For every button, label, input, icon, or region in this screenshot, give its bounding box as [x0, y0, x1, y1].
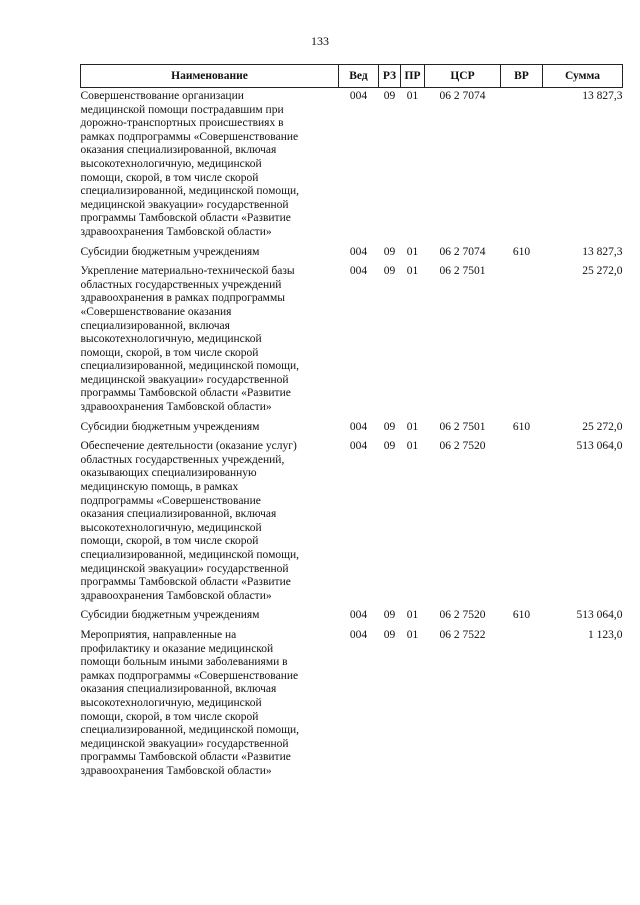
row-name-line: областных государственных учреждений,	[80, 453, 285, 466]
table-row	[81, 627, 623, 782]
row-name-line: специализированной, медицинской помощи,	[80, 724, 299, 737]
row-name-line: помощи больным иными заболеваниями в	[80, 656, 288, 669]
row-rz: 09	[383, 628, 396, 641]
row-vr	[501, 88, 543, 243]
row-ved: 004	[349, 440, 368, 453]
row-name-line: оказания специализированной, включая	[80, 683, 277, 696]
row-name-line: здравоохранения Тамбовской области»	[80, 225, 272, 238]
row-name-line: Субсидии бюджетным учреждениям	[80, 609, 260, 622]
row-vr: 610	[512, 609, 531, 622]
row-name-line: подпрограммы «Совершенствование	[80, 494, 261, 507]
row-name-line: высокотехнологичную, медицинской	[80, 521, 262, 534]
row-pr: 01	[406, 609, 419, 622]
table-row	[81, 606, 623, 627]
row-name	[81, 438, 339, 606]
row-name-line: дорожно-транспортных происшествиях в	[80, 117, 284, 130]
row-name-line: помощи, скорой, в том числе скорой	[80, 171, 259, 184]
row-pr: 01	[406, 90, 419, 102]
row-rz: 09	[383, 420, 396, 433]
row-ved: 004	[349, 420, 368, 433]
header-sum: Сумма	[543, 65, 623, 88]
row-ved: 004	[349, 265, 368, 278]
row-name-line: помощи, скорой, в том числе скорой	[80, 346, 259, 359]
row-name-line: специализированной, включая	[80, 319, 230, 332]
row-rz: 09	[383, 90, 396, 102]
row-rz: 09	[383, 440, 396, 453]
row-name	[81, 263, 339, 418]
row-vr	[501, 438, 543, 606]
row-csr: 06 2 7520	[439, 440, 486, 453]
row-name-line: программы Тамбовской области «Развитие	[80, 751, 291, 764]
row-name-line: высокотехнологичную, медицинской	[80, 696, 262, 709]
row-name-line: помощи, скорой, в том числе скорой	[80, 535, 259, 548]
row-name-line: Совершенствование организации	[80, 90, 244, 102]
budget-table	[80, 64, 623, 782]
row-name-line: оказания специализированной, включая	[80, 508, 277, 521]
row-name	[81, 243, 339, 264]
table-row	[81, 263, 623, 418]
row-sum: 13 827,3	[582, 245, 623, 258]
row-name-line: программы Тамбовской области «Развитие	[80, 387, 291, 400]
row-csr: 06 2 7501	[439, 265, 486, 278]
row-csr: 06 2 7074	[439, 90, 486, 102]
row-name-line: специализированной, медицинской помощи,	[80, 360, 299, 373]
row-pr: 01	[406, 265, 419, 278]
page-number: 133	[311, 34, 329, 48]
row-vr	[501, 627, 543, 782]
row-name-line: программы Тамбовской области «Развитие	[80, 576, 291, 589]
row-name-line: здравоохранения Тамбовской области»	[80, 401, 272, 414]
row-name-line: оказания специализированной, включая	[80, 144, 277, 157]
row-name-line: помощи, скорой, в том числе скорой	[80, 710, 259, 723]
row-ved: 004	[349, 628, 368, 641]
header-name: Наименование	[81, 65, 339, 88]
row-name-line: здравоохранения Тамбовской области»	[80, 764, 272, 777]
row-rz: 09	[383, 609, 396, 622]
row-name-line: рамках подпрограммы «Совершенствование	[80, 669, 299, 682]
row-name-line: рамках подпрограммы «Совершенствование	[80, 130, 299, 143]
row-name-line: медицинской помощи пострадавшим при	[80, 103, 284, 116]
row-name-line: Укрепление материально-технической базы	[80, 265, 295, 278]
row-csr: 06 2 7074	[439, 245, 486, 258]
row-name-line: областных государственных учреждений	[80, 278, 282, 291]
row-vr: 610	[512, 245, 531, 258]
row-name-line: профилактику и оказание медицинской	[80, 642, 274, 655]
row-sum: 25 272,0	[582, 265, 623, 278]
row-name-line: здравоохранения в рамках подпрограммы	[80, 292, 285, 305]
row-name-line: высокотехнологичную, медицинской	[80, 333, 262, 346]
row-name-line: высокотехнологичную, медицинской	[80, 157, 262, 170]
row-ved: 004	[349, 245, 368, 258]
row-name-line: медицинской эвакуации» государственной	[80, 562, 289, 575]
row-name-line: Мероприятия, направленные на	[80, 628, 237, 641]
table-body	[81, 88, 623, 782]
row-rz: 09	[383, 265, 396, 278]
row-name-line: здравоохранения Тамбовской области»	[80, 589, 272, 602]
row-sum: 1 123,0	[588, 628, 623, 641]
row-name-line: Субсидии бюджетным учреждениям	[80, 420, 260, 433]
row-sum: 513 064,0	[576, 440, 623, 453]
header-csr: ЦСР	[425, 65, 501, 88]
row-name-line: программы Тамбовской области «Развитие	[80, 212, 291, 225]
row-sum: 25 272,0	[582, 420, 623, 433]
row-vr: 610	[512, 420, 531, 433]
row-name-line: медицинской эвакуации» государственной	[80, 198, 289, 211]
row-name-line: «Совершенствование оказания	[80, 305, 232, 318]
row-sum: 513 064,0	[576, 609, 623, 622]
row-name-line: оказывающих специализированную	[80, 467, 257, 480]
table-row	[81, 438, 623, 606]
row-csr: 06 2 7520	[439, 609, 486, 622]
row-name-line: медицинской эвакуации» государственной	[80, 737, 289, 750]
row-vr	[501, 263, 543, 418]
row-name	[81, 627, 339, 782]
header-rz: РЗ	[379, 65, 401, 88]
header-pr: ПР	[401, 65, 425, 88]
row-rz: 09	[383, 245, 396, 258]
table-header	[81, 65, 623, 88]
table-row	[81, 88, 623, 243]
header-ved: Вед	[339, 65, 379, 88]
header-vr: ВР	[501, 65, 543, 88]
row-pr: 01	[406, 440, 419, 453]
row-name-line: специализированной, медицинской помощи,	[80, 549, 299, 561]
row-ved: 004	[349, 609, 368, 622]
table-row	[81, 418, 623, 439]
row-csr: 06 2 7522	[439, 628, 486, 641]
row-pr: 01	[406, 245, 419, 258]
row-sum: 13 827,3	[582, 90, 623, 102]
row-name	[81, 418, 339, 439]
row-pr: 01	[406, 420, 419, 433]
table-row	[81, 243, 623, 264]
row-name	[81, 88, 339, 243]
row-name-line: медицинской эвакуации» государственной	[80, 373, 289, 386]
row-name	[81, 606, 339, 627]
row-csr: 06 2 7501	[439, 420, 486, 433]
row-name-line: специализированной, медицинской помощи,	[80, 185, 299, 198]
row-pr: 01	[406, 628, 419, 641]
row-name-line: Обеспечение деятельности (оказание услуг)	[80, 440, 297, 453]
row-name-line: Субсидии бюджетным учреждениям	[80, 245, 260, 258]
row-name-line: медицинскую помощь, в рамках	[80, 481, 239, 494]
row-ved: 004	[349, 90, 368, 102]
